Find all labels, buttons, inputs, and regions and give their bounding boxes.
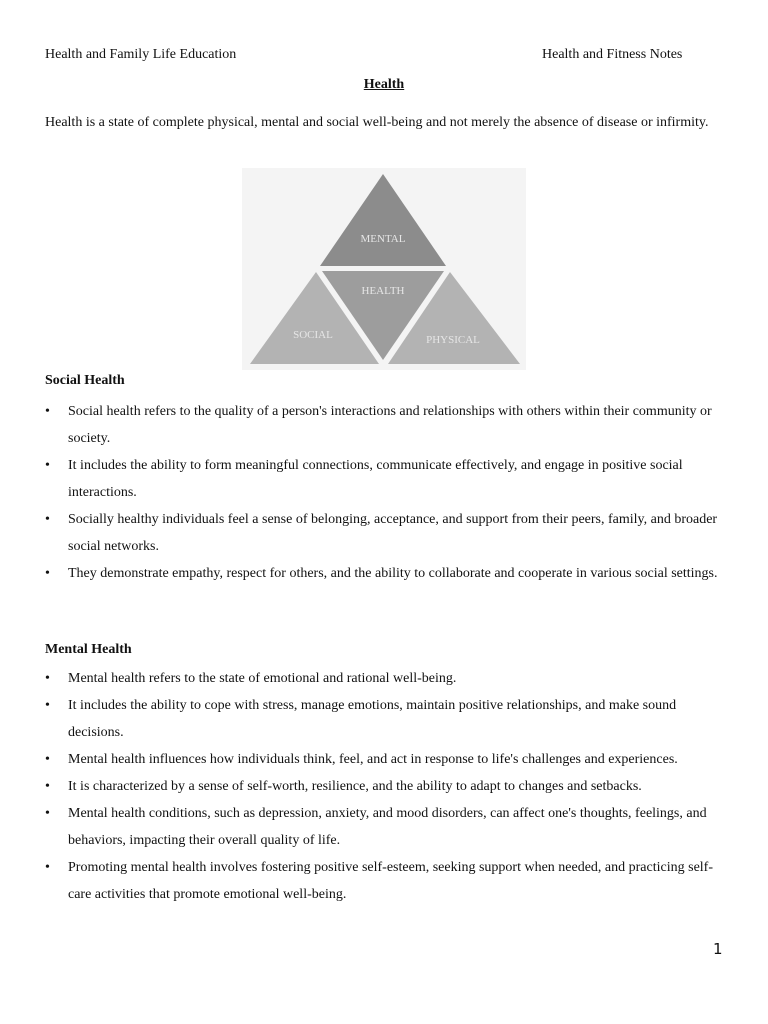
social-health-list <box>45 398 735 587</box>
header-right: Health and Fitness Notes <box>542 47 683 62</box>
list-item <box>45 452 735 506</box>
bullet-icon: • <box>45 806 50 821</box>
bullet-icon: • <box>45 671 50 686</box>
list-item <box>45 506 735 560</box>
mental-health-heading: Mental Health <box>45 642 132 657</box>
diagram-mental-label: MENTAL <box>360 233 406 245</box>
mental-health-list <box>45 665 735 908</box>
header-left: Health and Family Life Education <box>45 47 237 62</box>
list-item-text: It includes the ability to form meaningful connections, communicate effectively, and engage in positive social interactions. <box>68 458 683 500</box>
list-item-text: Social health refers to the quality of a person's interactions and relationships with others within their community or society. <box>68 404 712 446</box>
list-item <box>45 560 735 587</box>
list-item-text: Mental health influences how individuals think, feel, and act in response to life's challenges and experiences. <box>68 752 678 767</box>
list-item-text: It includes the ability to cope with stress, manage emotions, maintain positive relationships, and make sound decisions. <box>68 698 677 740</box>
health-triangle-diagram <box>242 168 526 370</box>
list-item-text: Mental health refers to the state of emotional and rational well-being. <box>68 671 457 686</box>
list-item <box>45 665 735 692</box>
list-item-text: Socially healthy individuals feel a sense of belonging, acceptance, and support from their peers, family, and broader social networks. <box>68 512 718 554</box>
list-item <box>45 773 735 800</box>
list-item-text: It is characterized by a sense of self-worth, resilience, and the ability to adapt to changes and setbacks. <box>68 779 642 794</box>
bullet-icon: • <box>45 860 50 875</box>
bullet-icon: • <box>45 404 50 419</box>
list-item <box>45 800 735 854</box>
list-item-text: Promoting mental health involves fostering positive self-esteem, seeking support when needed, and practicing self-care activities that promote emotional well-being. <box>68 860 713 902</box>
list-item <box>45 398 735 452</box>
diagram-social-label: SOCIAL <box>293 329 333 341</box>
bullet-icon: • <box>45 512 50 527</box>
diagram-health-label: HEALTH <box>361 285 405 297</box>
bullet-icon: • <box>45 779 50 794</box>
page-title: Health <box>363 77 405 92</box>
list-item <box>45 692 735 746</box>
list-item-text: They demonstrate empathy, respect for others, and the ability to collaborate and cooperate in various social settings. <box>68 566 718 581</box>
bullet-icon: • <box>45 698 50 713</box>
page-number: 1 <box>713 940 723 958</box>
list-item <box>45 854 735 908</box>
intro-paragraph: Health is a state of complete physical, mental and social well-being and not merely the absence of disease or infirmity. <box>45 115 709 130</box>
list-item-text: Mental health conditions, such as depression, anxiety, and mood disorders, can affect one's thoughts, feelings, and behaviors, impacting their overall quality of life. <box>68 806 707 848</box>
list-item <box>45 746 735 773</box>
bullet-icon: • <box>45 566 50 581</box>
bullet-icon: • <box>45 458 50 473</box>
diagram-physical-label: PHYSICAL <box>426 334 480 346</box>
bullet-icon: • <box>45 752 50 767</box>
social-health-heading: Social Health <box>45 373 125 388</box>
